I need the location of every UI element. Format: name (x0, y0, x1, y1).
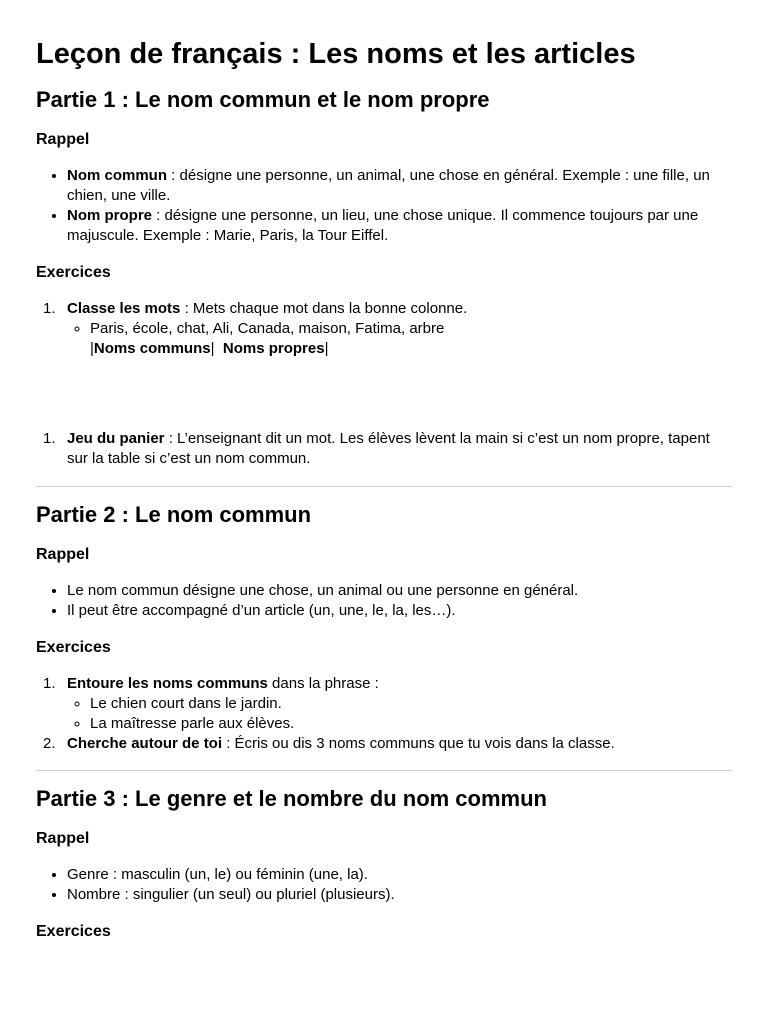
exercise-text: : L’enseignant dit un mot. Les élèves lèvent la main si c’est un nom propre, tapent sur la table si c’est un nom commun. (67, 430, 710, 467)
exercise-number: 1. (43, 675, 56, 692)
exercise-text: : Écris ou dis 3 noms communs que tu vois dans la classe. (222, 735, 615, 752)
list-item: ◦ Le chien court dans le jardin. (90, 694, 732, 714)
exercise-item (43, 429, 732, 469)
definition: : désigne une personne, un lieu, une chose unique. Il commence toujours par une majuscule. Exemple : Marie, Paris, la Tour Eiffel. (67, 207, 699, 244)
part2-heading: Partie 2 : Le nom commun (36, 502, 312, 527)
list-item: ◦ La maîtresse parle aux élèves. (90, 714, 732, 734)
part1-exercise-list (36, 299, 732, 359)
part1-exercise-list-2 (36, 429, 732, 469)
exercise-item (43, 299, 732, 359)
list-item (67, 166, 732, 206)
list-item: • Le nom commun désigne une chose, un animal ou une personne en général. (67, 581, 732, 601)
exercise-title: Jeu du panier (67, 430, 165, 447)
exercise-sublist (67, 319, 732, 359)
exercise-text: : Mets chaque mot dans la bonne colonne. (180, 300, 468, 317)
pipe: | (210, 340, 215, 357)
pipe: | (324, 340, 329, 357)
exercise-number: 1. (43, 300, 56, 317)
part2-rappel-list (36, 581, 732, 621)
exercise-title: Classe les mots (67, 300, 181, 317)
exercise-title: Entoure les noms communs (67, 675, 268, 692)
exercise-item (43, 734, 732, 754)
divider (36, 486, 732, 487)
list-item: • Genre : masculin (un, le) ou féminin (une, la). (67, 865, 732, 885)
list-item: • Il peut être accompagné d’un article (un, une, le, la, les…). (67, 601, 732, 621)
term: Nom propre (67, 207, 153, 224)
page-title: Leçon de français : Les noms et les articles (36, 38, 636, 70)
exercise-sublist (67, 694, 732, 734)
column-header-noms-propres: Noms propres (222, 340, 325, 357)
part2-rappel-heading: Rappel (36, 546, 90, 563)
part1-rappel-heading: Rappel (36, 131, 90, 148)
list-item: • Nombre : singulier (un seul) ou pluriel (plusieurs). (67, 885, 732, 905)
part1-heading: Partie 1 : Le nom commun et le nom propre (36, 87, 490, 112)
exercise-text: dans la phrase : (267, 675, 379, 692)
term: Nom commun (67, 167, 168, 184)
part2-exercise-list (36, 674, 732, 754)
part1-rappel-list (36, 166, 732, 246)
list-item (67, 206, 732, 246)
part3-rappel-list (36, 865, 732, 905)
exercise-number: 2. (43, 735, 56, 752)
exercise-item (43, 674, 732, 734)
word-list: Paris, école, chat, Ali, Canada, maison, Fatima, arbre (90, 320, 445, 337)
list-item (90, 319, 732, 359)
part3-exercices-heading: Exercices (36, 923, 111, 940)
divider (36, 770, 732, 771)
part1-exercices-heading: Exercices (36, 264, 111, 281)
part2-exercices-heading: Exercices (36, 639, 111, 656)
part3-heading: Partie 3 : Le genre et le nombre du nom commun (36, 786, 547, 811)
table-row (90, 340, 328, 357)
part3-rappel-heading: Rappel (36, 830, 90, 847)
exercise-title: Cherche autour de toi (67, 735, 223, 752)
pipe: | (90, 340, 94, 357)
column-header-noms-communs: Noms communs (93, 340, 211, 357)
exercise-number: 1. (43, 430, 56, 447)
definition: : désigne une personne, un animal, une chose en général. Exemple : une fille, un chien, une ville. (67, 167, 710, 204)
